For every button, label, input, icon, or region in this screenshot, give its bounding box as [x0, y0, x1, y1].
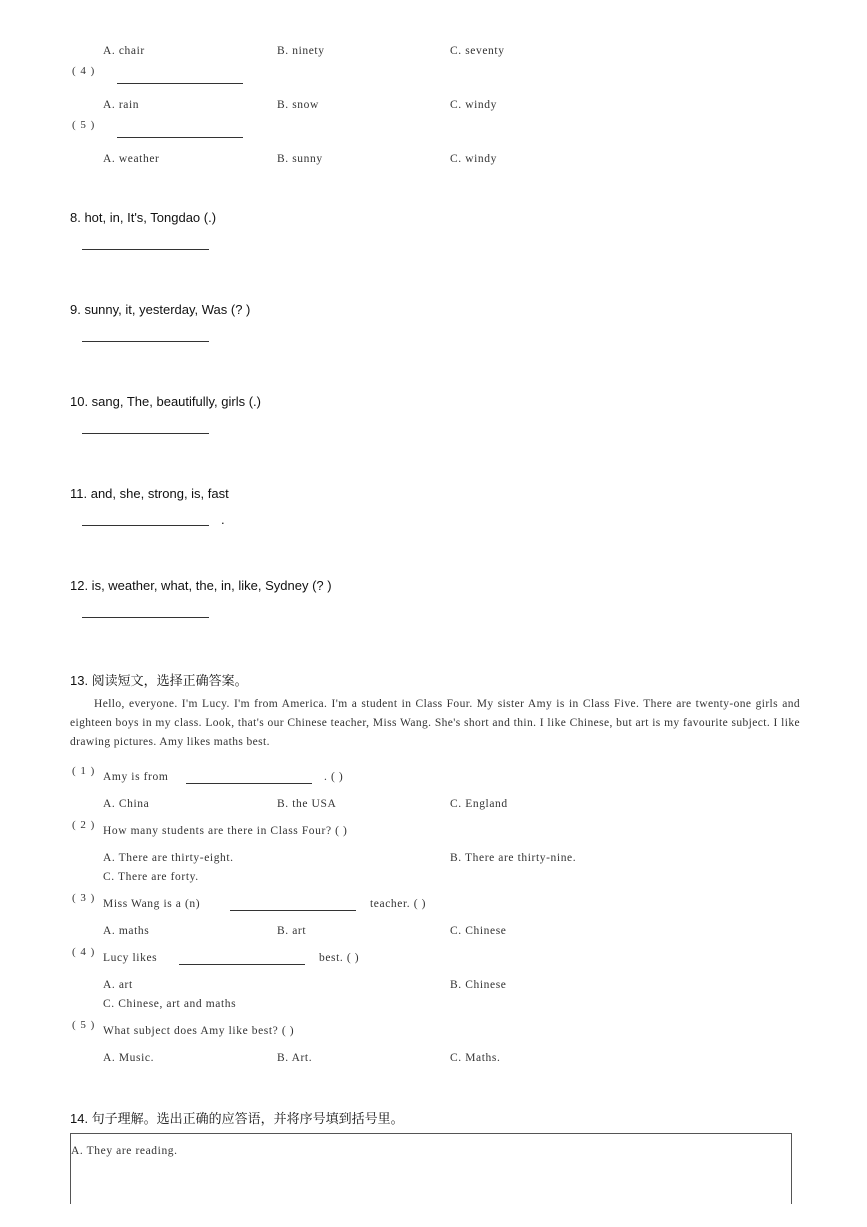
q13-sub2-stem: How many students are there in Class Four? ( )	[103, 825, 348, 837]
question-9-answer-line[interactable]	[82, 341, 209, 342]
q13-sub3-stem: Miss Wang is a (n)	[103, 898, 201, 910]
q13-sub2-option-b: B. There are thirty-nine.	[450, 852, 577, 864]
q3-sub4-option-a: A. rain	[103, 99, 140, 111]
question-13-passage: Hello, everyone. I'm Lucy. I'm from America. I'm a student in Class Four. My sister Amy is in Class Five. There are twenty-one girls and eighteen boys in my class. Look, that's our Chinese teacher, Miss Wang. She's short and thin. I like Chinese, but art is my favourite subject. I like drawing pictures. Amy likes maths best.	[70, 698, 800, 748]
q13-sub3-option-b: B. art	[277, 925, 307, 937]
q13-sub2-option-a: A. There are thirty-eight.	[103, 852, 234, 864]
q3-sub4-option-c: C. windy	[450, 99, 497, 111]
question-9: 9. sunny, it, yesterday, Was (? )	[70, 302, 251, 317]
q13-sub1-stem: Amy is from	[103, 771, 169, 783]
q13-sub1-option-b: B. the USA	[277, 798, 337, 810]
question-13-title: 13. 阅读短文，选择正确答案。	[70, 673, 248, 688]
q13-sub4-stem-end: best. ( )	[319, 952, 360, 964]
question-11: 11. and, she, strong, is, fast	[70, 486, 229, 501]
q13-sub1-option-a: A. China	[103, 798, 150, 810]
q13-sub4-blank[interactable]	[179, 964, 305, 965]
question-12: 12. is, weather, what, the, in, like, Sydney (? )	[70, 578, 332, 593]
q13-sub5-option-b: B. Art.	[277, 1052, 313, 1064]
q13-sub5-option-c: C. Maths.	[450, 1052, 501, 1064]
q3-sub4-blank[interactable]	[117, 83, 243, 84]
question-10-answer-line[interactable]	[82, 433, 209, 434]
q13-sub1-blank[interactable]	[186, 783, 312, 784]
q13-sub4-option-c: C. Chinese, art and maths	[103, 998, 237, 1010]
q3-sub3-option-a: A. chair	[103, 45, 145, 57]
q13-sub1-number: ( 1 )	[72, 765, 96, 777]
q13-sub4-stem: Lucy likes	[103, 952, 158, 964]
q13-sub3-option-a: A. maths	[103, 925, 150, 937]
question-12-answer-line[interactable]	[82, 617, 209, 618]
q13-sub3-stem-end: teacher. ( )	[370, 898, 427, 910]
q13-sub1-option-c: C. England	[450, 798, 508, 810]
q3-sub5-number: ( 5 )	[72, 119, 96, 131]
q3-sub3-option-b: B. ninety	[277, 45, 325, 57]
q3-sub3-option-c: C. seventy	[450, 45, 505, 57]
q13-sub5-stem: What subject does Amy like best? ( )	[103, 1025, 295, 1037]
q3-sub5-option-b: B. sunny	[277, 153, 323, 165]
question-10: 10. sang, The, beautifully, girls (.)	[70, 394, 262, 409]
q13-sub1-stem-end: . ( )	[324, 771, 344, 783]
q13-sub4-number: ( 4 )	[72, 946, 96, 958]
q13-sub3-blank[interactable]	[230, 910, 356, 911]
q13-sub2-option-c: C. There are forty.	[103, 871, 199, 883]
q3-sub5-option-a: A. weather	[103, 153, 160, 165]
question-14-table	[70, 1133, 792, 1204]
q13-sub3-option-c: C. Chinese	[450, 925, 507, 937]
question-14-title: 14. 句子理解。选出正确的应答语，并将序号填到括号里。	[70, 1111, 404, 1126]
q3-sub4-option-b: B. snow	[277, 99, 319, 111]
question-8: 8. hot, in, It's, Tongdao (.)	[70, 210, 217, 225]
q13-sub4-option-a: A. art	[103, 979, 133, 991]
question-11-period: .	[221, 512, 225, 527]
q3-sub4-number: ( 4 )	[72, 65, 96, 77]
q3-sub5-blank[interactable]	[117, 137, 243, 138]
q13-sub4-option-b: B. Chinese	[450, 979, 507, 991]
q3-sub5-option-c: C. windy	[450, 153, 497, 165]
q13-sub5-number: ( 5 )	[72, 1019, 96, 1031]
q13-sub5-option-a: A. Music.	[103, 1052, 155, 1064]
q13-sub3-number: ( 3 )	[72, 892, 96, 904]
question-8-answer-line[interactable]	[82, 249, 209, 250]
question-11-answer-line[interactable]	[82, 525, 209, 526]
question-14-option-a: A. They are reading.	[71, 1145, 178, 1157]
q13-sub2-number: ( 2 )	[72, 819, 96, 831]
